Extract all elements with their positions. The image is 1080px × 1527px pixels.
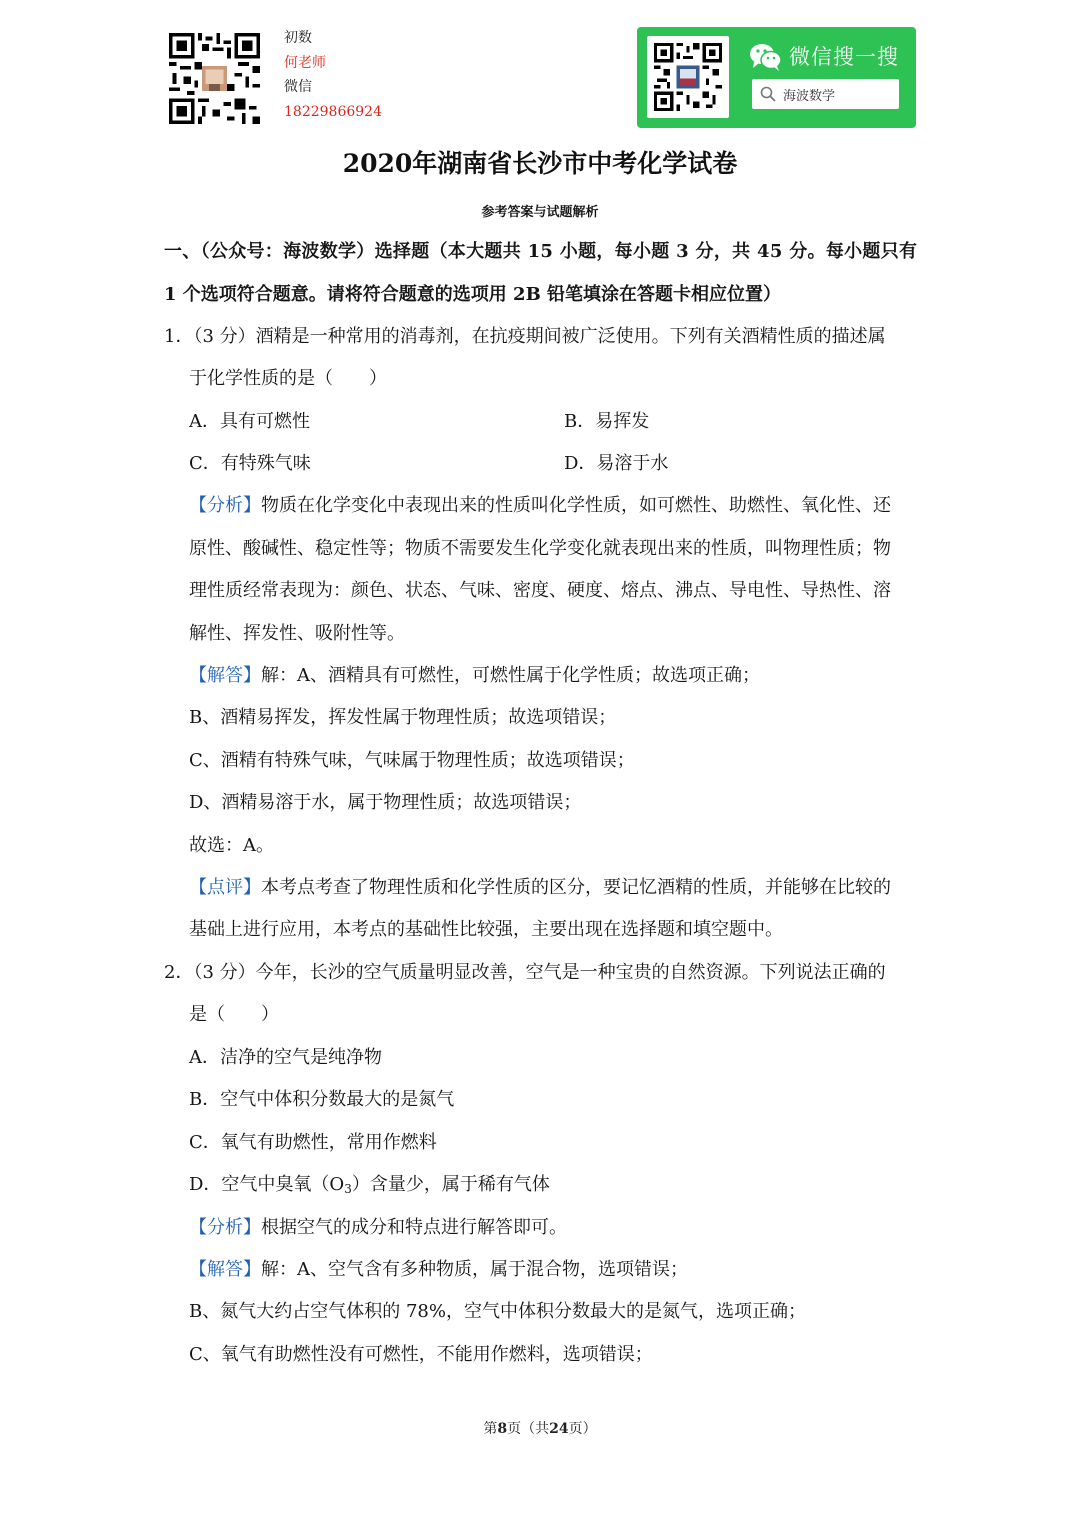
- footer-prefix: 第: [483, 1421, 498, 1437]
- question-1-stem: 1．（3 分）酒精是一种常用的消毒剂，在抗疫期间被广泛使用。下列有关酒精性质的描述属: [164, 326, 886, 347]
- comment-tag: 【点评】: [189, 877, 261, 898]
- question-1-analysis-line-2: 原性、酸碱性、稳定性等；物质不需要发生化学变化就表现出来的性质，叫物理性质；物: [189, 538, 891, 559]
- question-2-stem: 2．（3 分）今年，长沙的空气质量明显改善，空气是一种宝贵的自然资源。下列说法正确的: [164, 962, 886, 983]
- total-page-count: 24: [549, 1421, 569, 1437]
- question-2-option-b: B．空气中体积分数最大的是氮气: [189, 1089, 455, 1110]
- question-2-option-a: A．洁净的空气是纯净物: [189, 1047, 382, 1068]
- question-2-option-c: C．氧气有助燃性，常用作燃料: [189, 1132, 437, 1153]
- analysis-text: 根据空气的成分和特点进行解答即可。: [261, 1217, 567, 1238]
- question-2-option-d: [189, 1173, 550, 1201]
- wechat-search-box[interactable]: [752, 79, 899, 109]
- footer-middle: 页（共: [507, 1421, 550, 1437]
- answer-tag: 【解答】: [189, 665, 261, 686]
- question-1-stem-continued: 于化学性质的是（ ）: [189, 368, 387, 389]
- analysis-tag: 【分析】: [189, 1217, 261, 1238]
- question-2-answer: [189, 1258, 688, 1282]
- question-1-comment-line-2: 基础上进行应用，本考点的基础性比较强，主要出现在选择题和填空题中。: [189, 919, 783, 940]
- question-1-answer-line-2: B、酒精易挥发，挥发性属于物理性质；故选项错误；: [189, 707, 617, 728]
- comment-text: 本考点考查了物理性质和化学性质的区分，要记忆酒精的性质，并能够在比较的: [261, 877, 891, 898]
- option-d-text-end: ）含量少，属于稀有气体: [351, 1174, 550, 1195]
- contact-info: [284, 26, 382, 124]
- wechat-qr-code: [654, 43, 722, 111]
- question-1-answer-line-3: C、酒精有特殊气味，气味属于物理性质；故选项错误；: [189, 750, 635, 771]
- wechat-logo-icon: [749, 42, 783, 72]
- question-1-analysis-line-4: 解性、挥发性、吸附性等。: [189, 623, 405, 644]
- answer-text: 解：A、空气含有多种物质，属于混合物，选项错误；: [261, 1259, 688, 1280]
- contact-wechat-label: 微信: [284, 79, 312, 95]
- question-1-analysis: [189, 494, 891, 518]
- question-1-answer-choice: 故选：A。: [189, 835, 274, 856]
- question-1-analysis-line-3: 理性质经常表现为：颜色、状态、气味、密度、硬度、熔点、沸点、导电性、导热性、溶: [189, 580, 891, 601]
- analysis-tag: 【分析】: [189, 495, 261, 516]
- current-page-number: 8: [497, 1421, 508, 1437]
- question-1-option-b: B．易挥发: [564, 411, 650, 432]
- document-subtitle: 参考答案与试题解析: [481, 205, 599, 220]
- option-d-text: D．空气中臭氧（O: [189, 1174, 345, 1195]
- answer-tag: 【解答】: [189, 1259, 261, 1280]
- contact-qr-code: [169, 33, 260, 124]
- section-heading-continued: 1 个选项符合题意。请将符合题意的选项用 2B 铅笔填涂在答题卡相应位置）: [164, 284, 782, 305]
- question-1-option-d: D．易溶于水: [564, 453, 669, 474]
- question-2-answer-line-2: B、氮气大约占空气体积的 78%，空气中体积分数最大的是氮气，选项正确；: [189, 1301, 806, 1322]
- wechat-qr-frame: [647, 36, 729, 118]
- question-1-option-a: A．具有可燃性: [189, 411, 310, 432]
- page-footer: [0, 1418, 1080, 1438]
- wechat-search-text: 海波数学: [783, 89, 836, 104]
- contact-phone: 18229866924: [284, 103, 382, 120]
- ozone-subscript: 3: [344, 1182, 352, 1196]
- footer-suffix: 页）: [568, 1421, 597, 1437]
- answer-text: 解：A、酒精具有可燃性，可燃性属于化学性质；故选项正确；: [261, 665, 760, 686]
- question-1-comment: [189, 876, 891, 900]
- wechat-search-card[interactable]: [637, 27, 916, 128]
- search-icon: [760, 86, 776, 102]
- document-title: 2020年湖南省长沙市中考化学试卷: [342, 149, 738, 178]
- section-heading: 一、（公众号：海波数学）选择题（本大题共 15 小题，每小题 3 分，共 45 分。每小题只有: [164, 241, 918, 262]
- analysis-text: 物质在化学变化中表现出来的性质叫化学性质，如可燃性、助燃性、氧化性、还: [261, 495, 891, 516]
- question-1-answer: [189, 664, 760, 688]
- contact-name: 何老师: [284, 54, 326, 71]
- question-1-option-c: C．有特殊气味: [189, 453, 311, 474]
- contact-label: 初数: [284, 30, 312, 46]
- question-2-answer-line-3: C、氧气有助燃性没有可燃性，不能用作燃料，选项错误；: [189, 1344, 653, 1365]
- wechat-search-title: 微信搜一搜: [789, 45, 899, 69]
- question-1-answer-line-4: D、酒精易溶于水，属于物理性质；故选项错误；: [189, 792, 582, 813]
- question-2-stem-continued: 是（ ）: [189, 1004, 279, 1025]
- question-2-analysis: [189, 1216, 567, 1240]
